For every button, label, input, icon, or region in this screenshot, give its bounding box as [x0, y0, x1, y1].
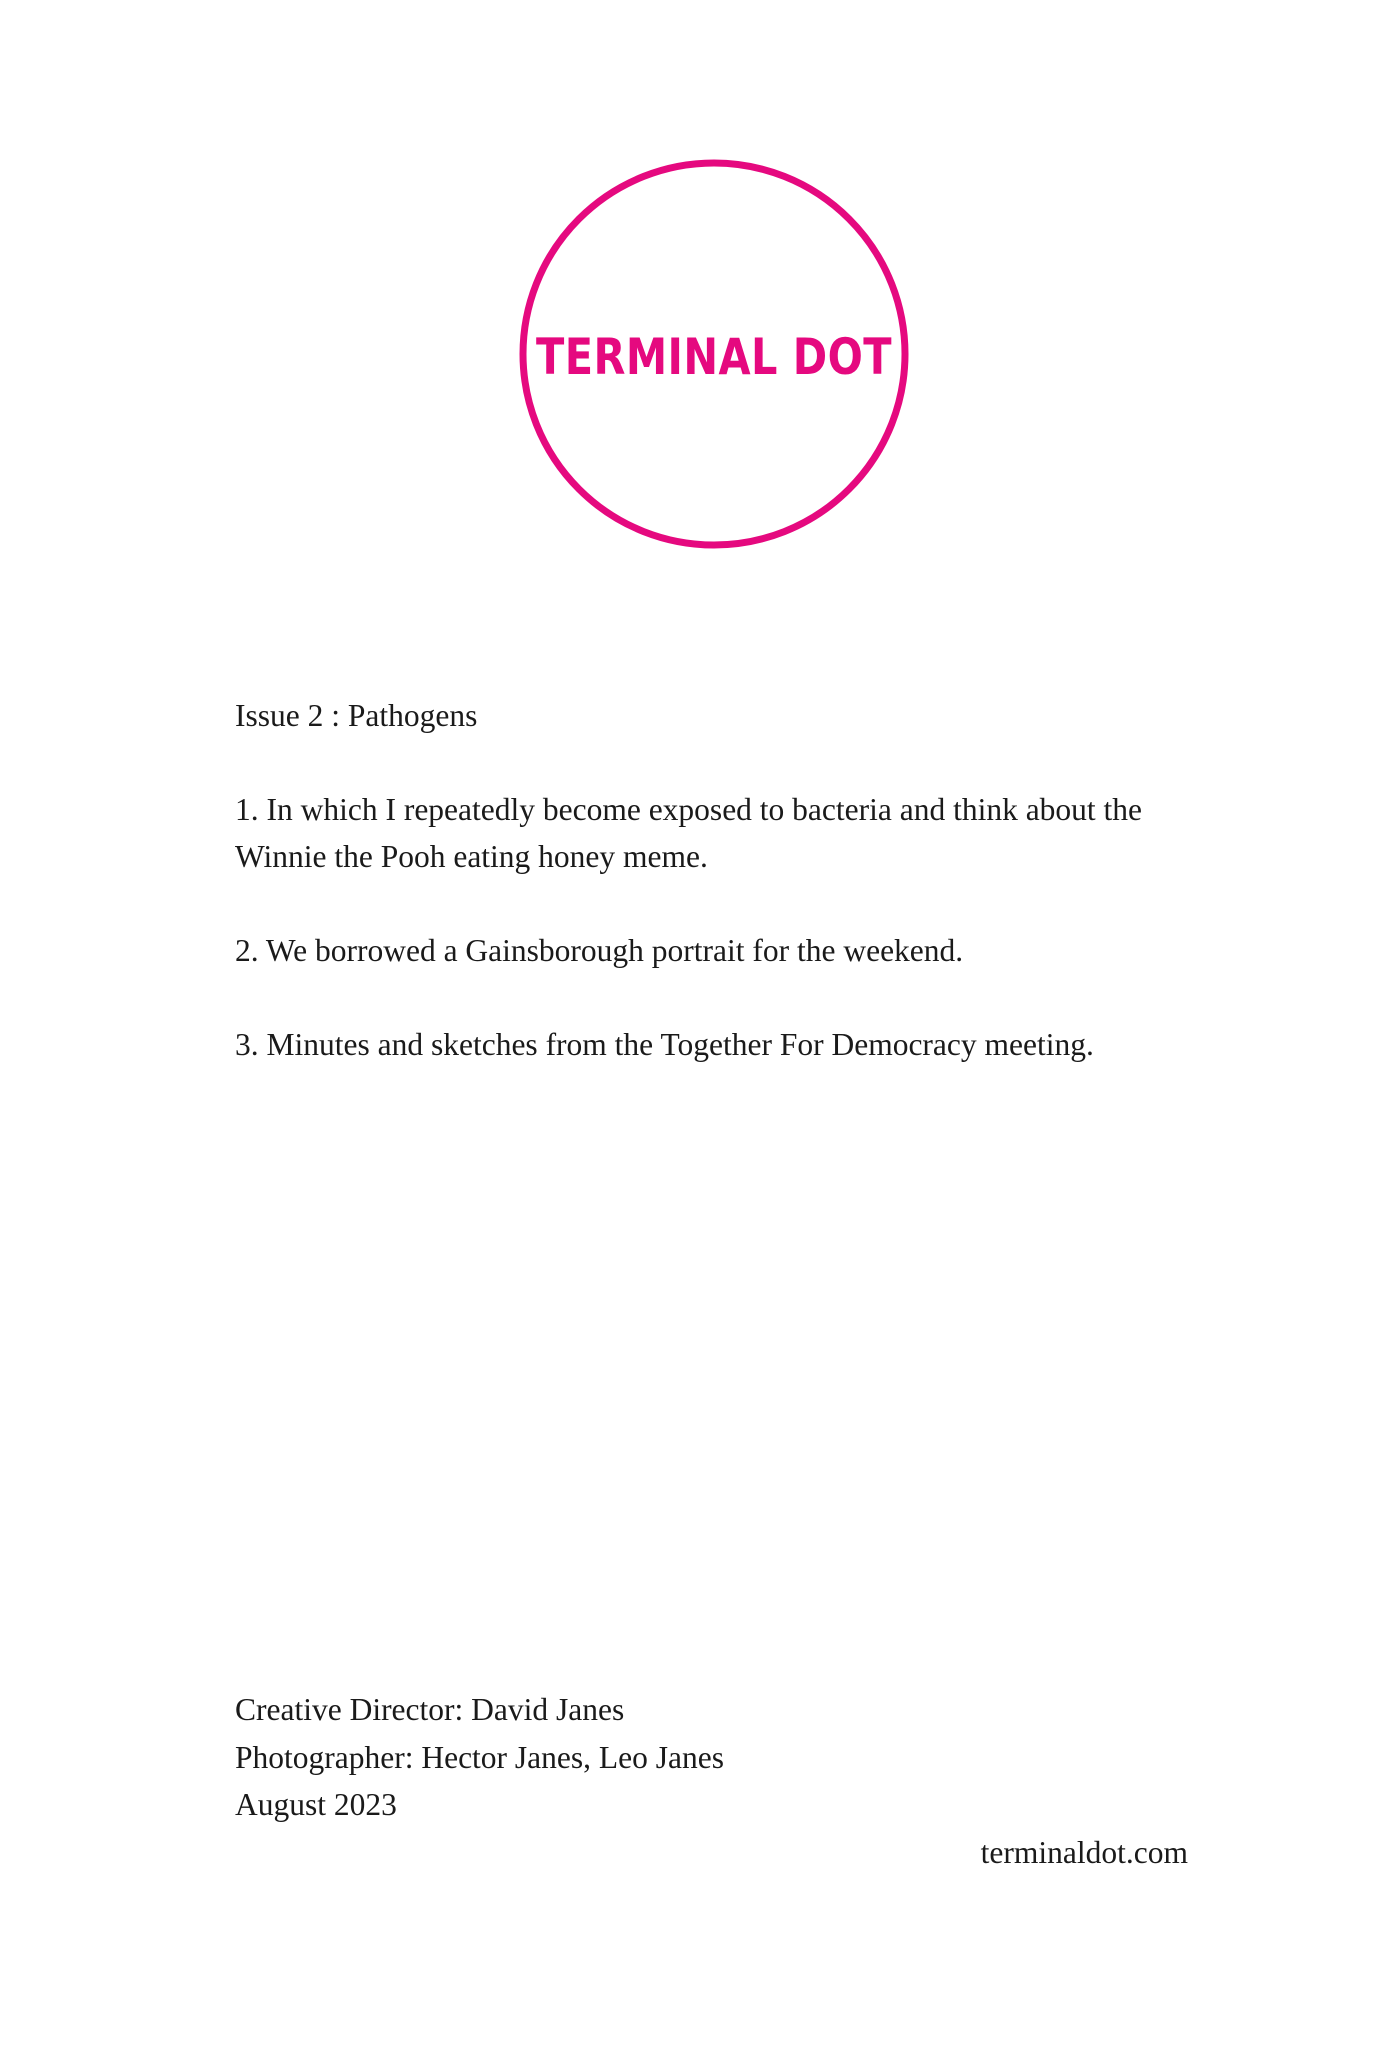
- contents-item-3: 3. Minutes and sketches from the Together For Democracy meeting.: [235, 1027, 1094, 1062]
- website-link[interactable]: terminaldot.com: [980, 1835, 1188, 1870]
- contents-item-1: 1. In which I repeatedly become exposed to bacteria and think about the Winnie the Pooh eating honey meme.: [235, 792, 1143, 874]
- photographer-credit: Photographer: Hector Janes, Leo Janes: [235, 1739, 724, 1775]
- issue-contents: [235, 692, 1195, 1115]
- contents-item-2: 2. We borrowed a Gainsborough portrait for the weekend.: [235, 933, 964, 968]
- creative-director-credit: Creative Director: David Janes: [235, 1692, 625, 1727]
- issue-title: Issue 2 : Pathogens: [235, 698, 478, 733]
- publication-date: August 2023: [235, 1787, 397, 1822]
- terminal-dot-logo: [518, 158, 910, 550]
- logo-text: TERMINAL DOT: [536, 328, 892, 386]
- credits: [235, 1686, 1195, 1829]
